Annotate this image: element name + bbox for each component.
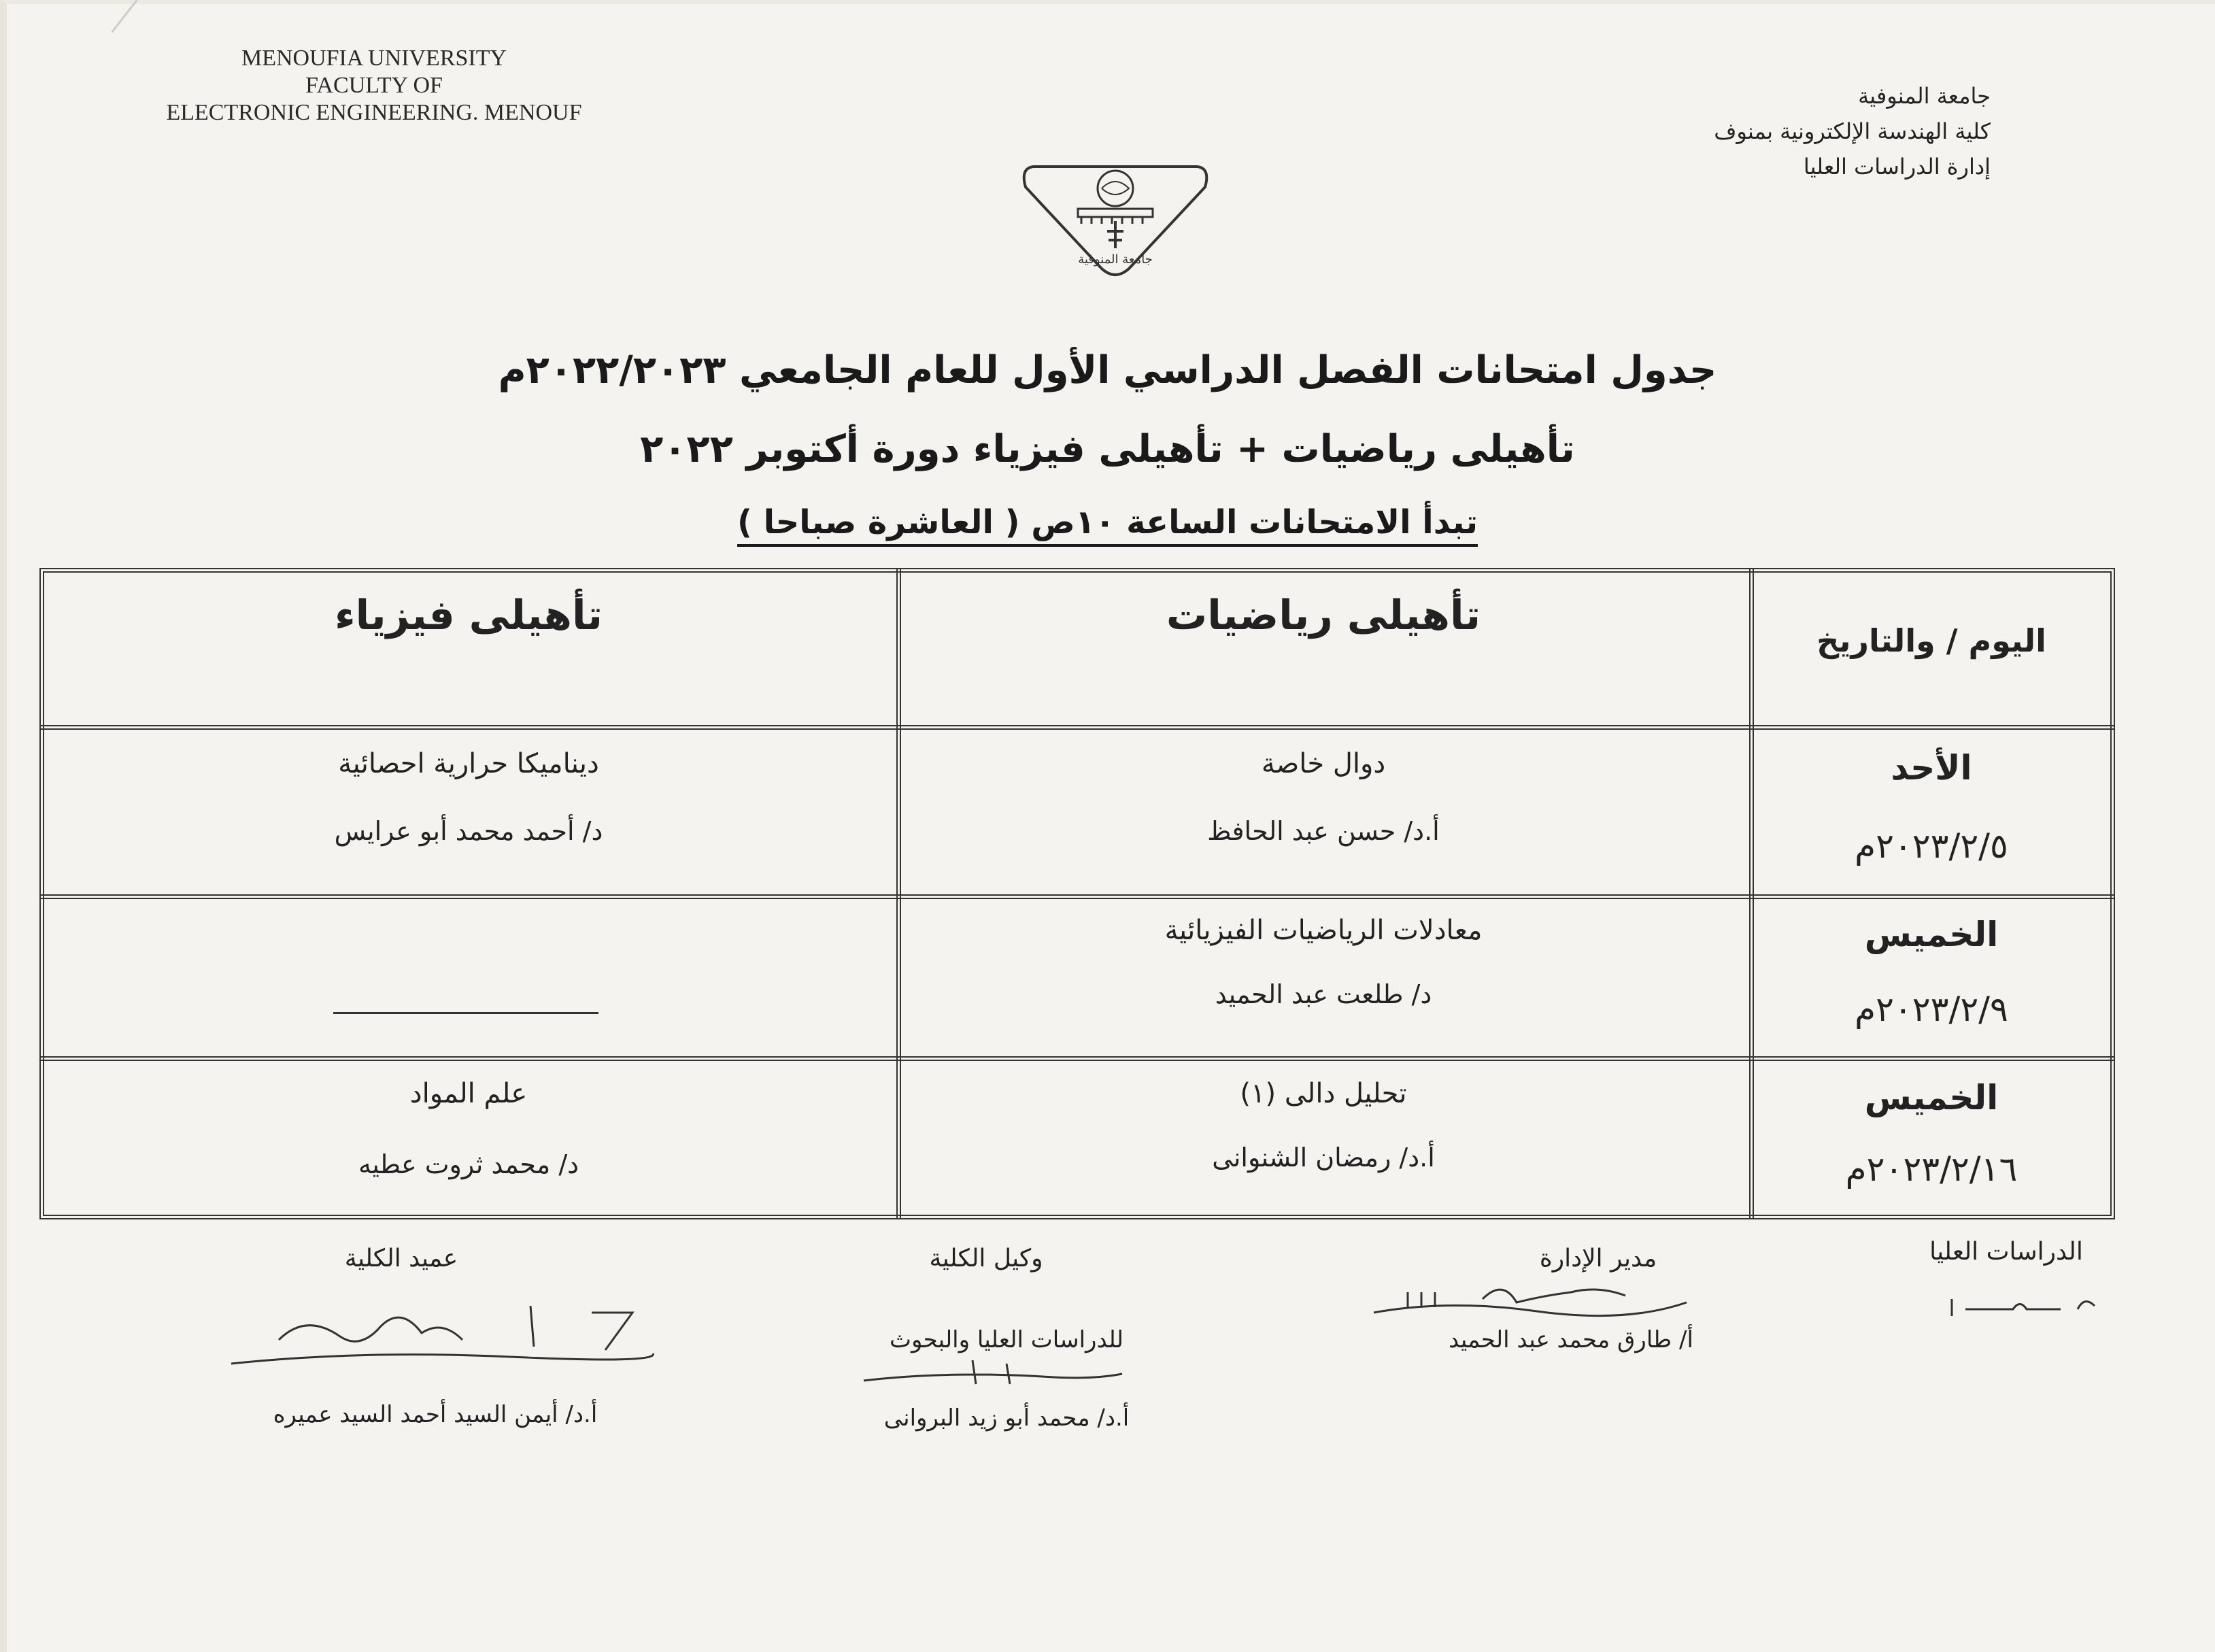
row3-physics-subject: علم المواد xyxy=(409,1078,528,1109)
column-header-math: تأهيلى رياضيات xyxy=(1166,592,1481,639)
row1-math-subject: دوال خاصة xyxy=(1261,748,1386,779)
university-name-ar: جامعة المنوفية xyxy=(1858,83,1991,109)
table-vline-right xyxy=(1749,568,1754,1219)
start-time-note xyxy=(0,503,2215,541)
row2-day: الخميس xyxy=(1864,915,1999,954)
university-logo xyxy=(1013,146,1217,282)
column-header-physics: تأهيلى فيزياء xyxy=(334,592,603,639)
arabic-header xyxy=(1714,78,1991,184)
signature-subtitle-vice-dean: للدراسات العليا والبحوث xyxy=(890,1326,1123,1353)
exam-table xyxy=(39,568,2115,1219)
signature-dean-scribble xyxy=(224,1285,660,1387)
english-header xyxy=(136,45,612,127)
row1-date: ٢٠٢٣/٢/٥م xyxy=(1855,826,2008,866)
row1-physics-subject: ديناميكا حرارية احصائية xyxy=(338,748,599,779)
table-hline-row1 xyxy=(39,894,2115,899)
row2-physics-empty-line xyxy=(333,1012,598,1014)
column-header-date: اليوم / والتاريخ xyxy=(1816,622,2046,659)
row1-day: الأحد xyxy=(1891,748,1972,788)
row1-physics-professor: د/ أحمد محمد أبو عرايس xyxy=(334,816,603,846)
signature-postgrad-scribble xyxy=(1925,1279,2101,1326)
signature-title-dean: عميد الكلية xyxy=(344,1245,458,1272)
signature-title-vice-dean: وكيل الكلية xyxy=(929,1245,1043,1272)
signature-name-director: أ/ طارق محمد عبد الحميد xyxy=(1449,1326,1693,1353)
row3-math-subject: تحليل دالى (١) xyxy=(1240,1078,1407,1109)
signature-vice-dean-scribble xyxy=(850,1353,1136,1394)
table-hline-row2 xyxy=(39,1056,2115,1061)
row3-date: ٢٠٢٣/٢/١٦م xyxy=(1845,1149,2018,1189)
exam-schedule-title: جدول امتحانات الفصل الدراسي الأول للعام الجامعي ٢٠٢٢/٢٠٢٣م xyxy=(498,348,1717,392)
program-subtitle: تأهيلى رياضيات + تأهيلى فيزياء دورة أكتوبر ٢٠٢٢ xyxy=(640,427,1575,471)
faculty-line-en: FACULTY OF xyxy=(305,73,443,98)
row1-math-professor: أ.د/ حسن عبد الحافظ xyxy=(1207,816,1440,846)
row3-physics-professor: د/ محمد ثروت عطيه xyxy=(358,1149,579,1179)
logo-text: جامعة المنوفية xyxy=(1078,252,1153,267)
signature-name-vice-dean: أ.د/ محمد أبو زيد البروانى xyxy=(883,1404,1130,1432)
faculty-name-ar: كلية الهندسة الإلكترونية بمنوف xyxy=(1714,118,1991,144)
signature-title-director: مدير الإدارة xyxy=(1539,1245,1657,1272)
table-vline-left xyxy=(896,568,901,1219)
start-time-text: تبدأ الامتحانات الساعة ١٠ص ( العاشرة صباحا ) xyxy=(737,503,1478,547)
table-hline-header xyxy=(39,725,2115,730)
row2-math-subject: معادلات الرياضيات الفيزيائية xyxy=(1164,915,1483,946)
row2-date: ٢٠٢٣/٢/٩م xyxy=(1855,990,2008,1029)
row3-math-professor: أ.د/ رمضان الشنوانى xyxy=(1212,1143,1435,1173)
faculty-name-en: ELECTRONIC ENGINEERING. MENOUF xyxy=(166,100,582,125)
row2-math-professor: د/ طلعت عبد الحميد xyxy=(1215,979,1432,1009)
signature-name-dean: أ.د/ أيمن السيد أحمد السيد عميره xyxy=(273,1401,598,1428)
signature-title-postgrad: الدراسات العليا xyxy=(1929,1238,2083,1266)
row3-day: الخميس xyxy=(1864,1078,1999,1117)
department-name-ar: إدارة الدراسات العليا xyxy=(1803,154,1991,180)
university-name-en: MENOUFIA UNIVERSITY xyxy=(241,46,507,71)
